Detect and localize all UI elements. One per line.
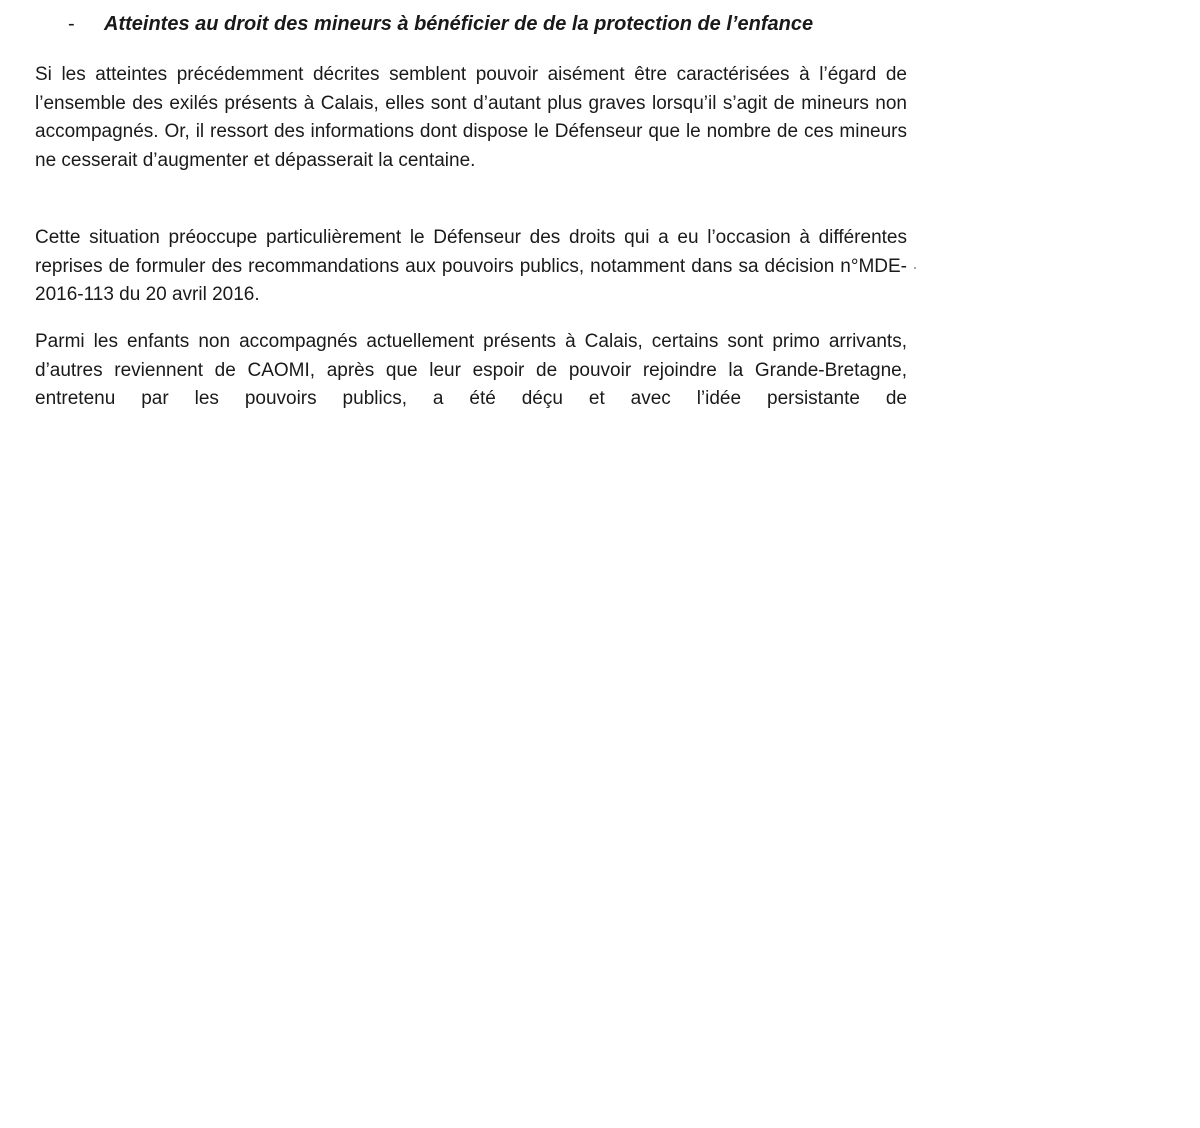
scan-speck bbox=[914, 267, 916, 269]
heading-bullet: - bbox=[68, 13, 75, 35]
section-heading bbox=[68, 10, 928, 38]
paragraph-1: Si les atteintes précédemment décrites semblent pouvoir aisément être caractérisées à l’égard de l’ensemble des exilés présents à Calais, elles sont d’autant plus graves lorsqu’il s’agit de mineurs non accompagnés. Or, il ressort des informations dont dispose le Défenseur que le nombre de ces mineurs ne cesserait d’augmenter et dépasserait la centaine. bbox=[35, 64, 907, 171]
heading-text: Atteintes au droit des mineurs à bénéficier de de la protection de l’enfance bbox=[104, 13, 814, 35]
paragraph-2: Cette situation préoccupe particulièrement le Défenseur des droits qui a eu l’occasion à différentes reprises de formuler des recommandations aux pouvoirs publics, notamment dans sa décision n°MDE-2016-113 du 20 avril 2016. bbox=[35, 227, 907, 305]
paragraph-3: Parmi les enfants non accompagnés actuellement présents à Calais, certains sont primo arrivants, d’autres reviennent de CAOMI, après que leur espoir de pouvoir rejoindre la Grande-Bretagne, entretenu par les pouvoirs publics, a été déçu et avec l’idée persistante de bbox=[35, 331, 907, 409]
